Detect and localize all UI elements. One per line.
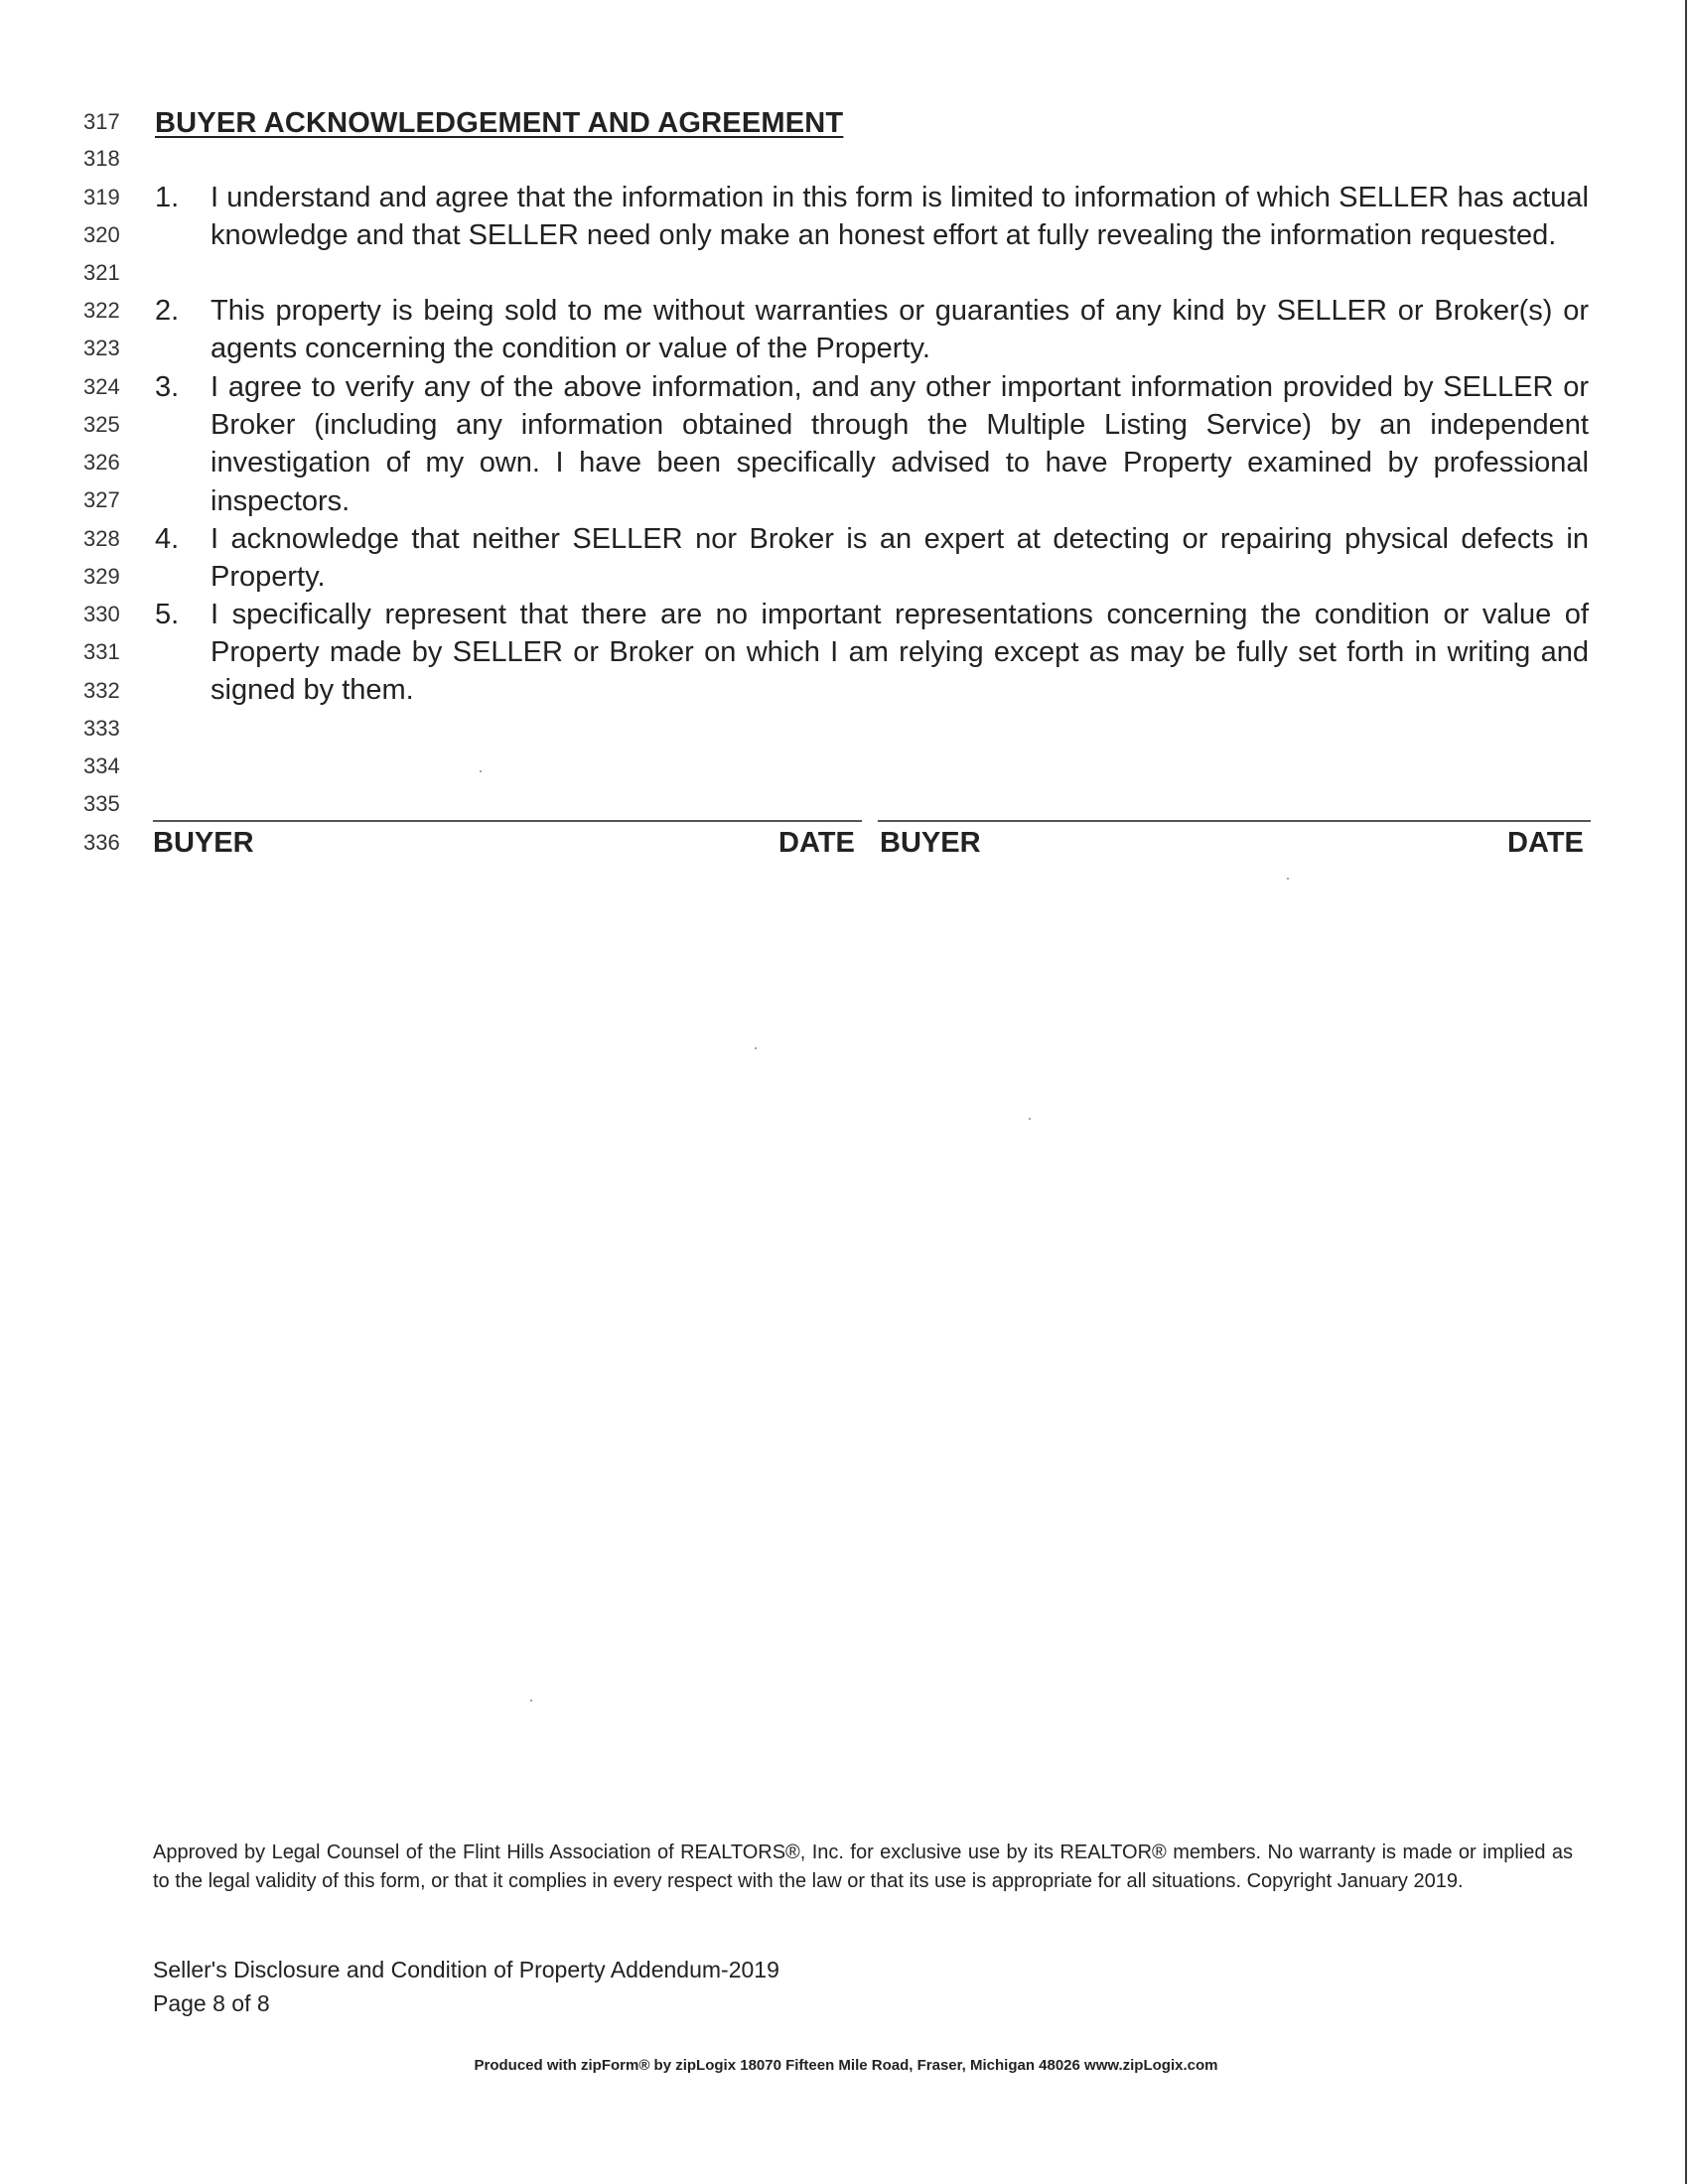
line-number-333: 333	[83, 716, 120, 741]
item-number: 5.	[155, 599, 180, 630]
line-number-331: 331	[83, 639, 120, 664]
list-item	[155, 520, 1589, 596]
line-number-324: 324	[83, 374, 120, 399]
page-number: Page 8 of 8	[153, 1990, 270, 2016]
buyer-signature-line-2[interactable]	[878, 820, 1591, 822]
line-number-335: 335	[83, 791, 120, 816]
line-number-319: 319	[83, 185, 120, 209]
date-label-1: DATE	[778, 827, 855, 859]
line-number-326: 326	[83, 450, 120, 475]
line-number-327: 327	[83, 487, 120, 512]
scan-speck	[1287, 878, 1289, 880]
item-number: 4.	[155, 523, 180, 555]
line-number-318: 318	[83, 146, 120, 171]
section-heading: BUYER ACKNOWLEDGEMENT AND AGREEMENT	[155, 107, 844, 139]
line-number-321: 321	[83, 260, 120, 285]
list-item	[155, 179, 1589, 254]
item-text: I agree to verify any of the above information, and any other important information provided by SELLER or Broker (including any information obtained through the Multiple Listing Service) by an independent investigation of my own. I have been specifically advised to have Property examined by professional inspectors.	[211, 371, 1589, 517]
line-number-317: 317	[83, 109, 120, 134]
line-number-323: 323	[83, 336, 120, 360]
date-label-2: DATE	[1507, 827, 1584, 859]
line-number-334: 334	[83, 753, 120, 778]
line-number-325: 325	[83, 412, 120, 437]
item-text: I understand and agree that the information in this form is limited to information of which SELLER has actual knowledge and that SELLER need only make an honest effort at fully revealing the information requested.	[211, 182, 1589, 252]
buyer-label-1: BUYER	[153, 827, 254, 859]
line-number-330: 330	[83, 602, 120, 626]
line-number-322: 322	[83, 298, 120, 323]
list-item	[155, 292, 1589, 367]
scan-speck	[530, 1700, 532, 1702]
list-item	[155, 368, 1589, 520]
line-number-328: 328	[83, 526, 120, 551]
line-number-336: 336	[83, 830, 120, 855]
form-title: Seller's Disclosure and Condition of Property Addendum-2019	[153, 1957, 779, 1982]
item-number: 2.	[155, 295, 180, 327]
buyer-signature-line-1[interactable]	[153, 820, 862, 822]
line-number-320: 320	[83, 222, 120, 247]
item-text: I specifically represent that there are no important representations concerning the condition or value of Property made by SELLER or Broker on which I am relying except as may be fully set forth in writing and signed by them.	[211, 599, 1589, 707]
page-edge-border	[1685, 0, 1687, 2184]
scan-speck	[1029, 1118, 1031, 1120]
buyer-label-2: BUYER	[880, 827, 981, 859]
line-number-332: 332	[83, 678, 120, 703]
scan-speck	[480, 770, 482, 772]
item-text: This property is being sold to me without warranties or guaranties of any kind by SELLER or Broker(s) or agents concerning the condition or value of the Property.	[211, 295, 1589, 365]
produced-with-notice: Produced with zipForm® by zipLogix 18070 Fifteen Mile Road, Fraser, Michigan 48026 www.zipLogix.com	[474, 2057, 1218, 2074]
legal-approval-notice: Approved by Legal Counsel of the Flint Hills Association of REALTORS®, Inc. for exclusive use by its REALTOR® members. No warranty is made or implied as to the legal validity of this form, or that it complies in every respect with the law or that its use is appropriate for all situations. Copyright January 2019.	[153, 1842, 1573, 1892]
scan-speck	[755, 1047, 757, 1049]
item-number: 1.	[155, 182, 180, 213]
list-item	[155, 596, 1589, 710]
item-text: I acknowledge that neither SELLER nor Broker is an expert at detecting or repairing physical defects in Property.	[211, 523, 1589, 594]
line-number-329: 329	[83, 564, 120, 589]
item-number: 3.	[155, 371, 180, 403]
